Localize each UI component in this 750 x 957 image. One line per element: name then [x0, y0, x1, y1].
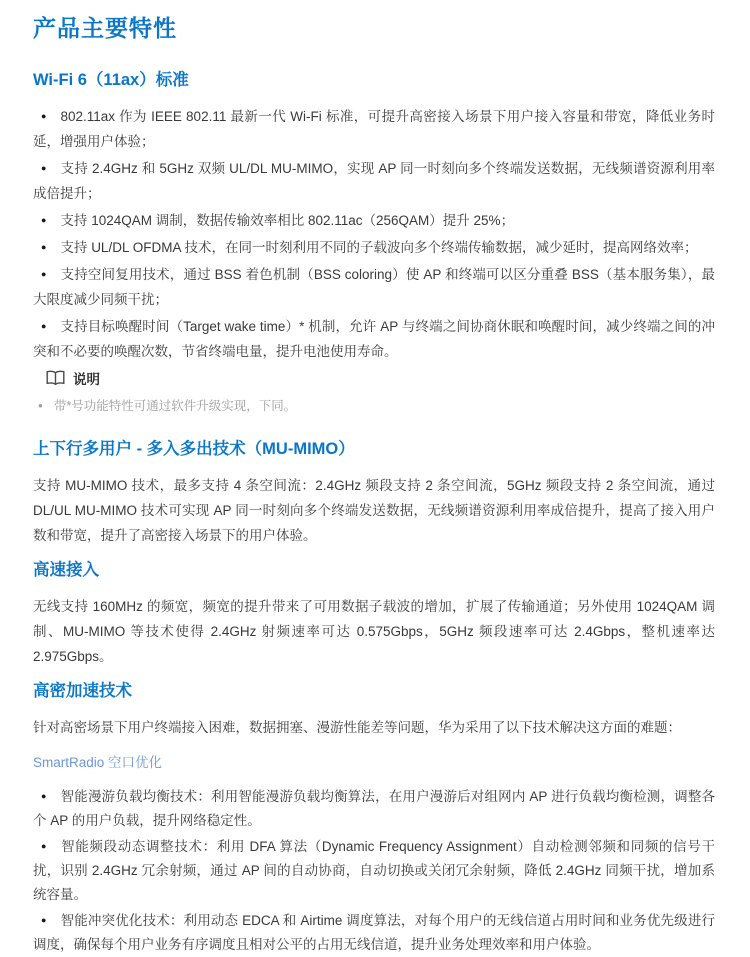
bullet-item: [33, 208, 715, 233]
open-book-icon: [45, 370, 66, 386]
page-title: 产品主要特性: [33, 15, 177, 41]
note-text: 带*号功能特性可通过软件升级实现，下同。: [53, 399, 297, 413]
section-heading-highspeed: 高速接入: [33, 561, 99, 579]
bullet-item: [33, 156, 715, 206]
note-header: [33, 368, 715, 388]
bullet-icon: ●: [41, 269, 47, 279]
bullet-item: [33, 235, 715, 260]
highdensity-bullet-list: [33, 784, 715, 957]
bullet-item: [33, 314, 715, 364]
bullet-text: 802.11ax 作为 IEEE 802.11 最新一代 Wi-Fi 标准，可提升高密接入场景下用户接入容量和带宽，降低业务时延，增强用户体验；: [33, 109, 715, 149]
bullet-text: 智能冲突优化技术：利用动态 EDCA 和 Airtime 调度算法，对每个用户的无线信道占用时间和业务优先级进行调度，确保每个用户业务有序调度且相对公平的占用无线信道，提升业务处理效率和用户体验。: [33, 913, 715, 952]
note-box: [33, 368, 715, 417]
bullet-icon: ●: [41, 321, 47, 331]
bullet-item: [33, 784, 715, 833]
bullet-item: [33, 262, 715, 312]
bullet-item: [33, 104, 715, 154]
bullet-item: [33, 834, 715, 907]
bullet-icon: ●: [41, 791, 47, 801]
bullet-text: 支持空间复用技术，通过 BSS 着色机制（BSS coloring）使 AP 和终端可以区分重叠 BSS（基本服务集），最大限度减少同频干扰；: [33, 267, 715, 307]
highdensity-intro: 针对高密场景下用户终端接入困难，数据拥塞、漫游性能差等问题，华为采用了以下技术解决这方面的难题：: [33, 720, 681, 735]
mumimo-paragraph: 支持 MU-MIMO 技术，最多支持 4 条空间流：2.4GHz 频段支持 2 条空间流，5GHz 频段支持 2 条空间流，通过 DL/UL MU-MIMO 技术可实现 AP 同一时刻向多个终端发送数据，无线频谱资源利用率成倍提升，提高了接入用户数和带宽，提升了高密接入场景下的用户体验。: [33, 478, 715, 543]
bullet-icon: ●: [41, 163, 47, 173]
smartradio-link[interactable]: SmartRadio 空口优化: [33, 755, 163, 770]
bullet-text: 支持目标唤醒时间（Target wake time）* 机制，允许 AP 与终端之间协商休眠和唤醒时间，减少终端之间的冲突和不必要的唤醒次数，节省终端电量，提升电池使用寿命。: [33, 319, 715, 359]
highspeed-paragraph: 无线支持 160MHz 的频宽，频宽的提升带来了可用数据子载波的增加，扩展了传输通道；另外使用 1024QAM 调制、MU-MIMO 等技术使得 2.4GHz 射频速率可达 0.575Gbps，5GHz 频段速率可达 2.4Gbps，整机速率达 2.975Gbps。: [33, 599, 715, 664]
bullet-text: 智能漫游负载均衡技术：利用智能漫游负载均衡算法，在用户漫游后对组网内 AP 进行负载均衡检测，调整各个 AP 的用户负载，提升网络稳定性。: [33, 789, 715, 828]
wifi6-bullet-list: [33, 104, 715, 364]
note-item: [33, 395, 715, 417]
bullet-text: 支持 2.4GHz 和 5GHz 双频 UL/DL MU-MIMO，实现 AP 同一时刻向多个终端发送数据，无线频谱资源利用率成倍提升；: [33, 161, 715, 201]
bullet-text: 支持 1024QAM 调制，数据传输效率相比 802.11ac（256QAM）提升 25%；: [60, 213, 515, 228]
note-label: 说明: [73, 372, 100, 387]
section-heading-mumimo: 上下行多用户 - 多入多出技术（MU-MIMO）: [33, 440, 355, 458]
bullet-icon: ●: [41, 915, 47, 925]
bullet-item: [33, 908, 715, 957]
bullet-text: 智能频段动态调整技术：利用 DFA 算法（Dynamic Frequency Assignment）自动检测邻频和同频的信号干扰，识别 2.4GHz 冗余射频，通过 AP 间的自动协商，自动切换或关闭冗余射频，降低 2.4GHz 同频干扰，增加系统容量。: [33, 839, 715, 902]
section-heading-highdensity: 高密加速技术: [33, 682, 132, 700]
note-bullet-icon: ●: [38, 401, 43, 410]
bullet-icon: ●: [41, 111, 47, 121]
bullet-icon: ●: [41, 242, 47, 252]
bullet-text: 支持 UL/DL OFDMA 技术，在同一时刻利用不同的子载波向多个终端传输数据，减少延时，提高网络效率；: [60, 240, 698, 255]
section-heading-wifi6: Wi-Fi 6（11ax）标准: [33, 71, 189, 89]
bullet-icon: ●: [41, 841, 47, 851]
bullet-icon: ●: [41, 215, 47, 225]
